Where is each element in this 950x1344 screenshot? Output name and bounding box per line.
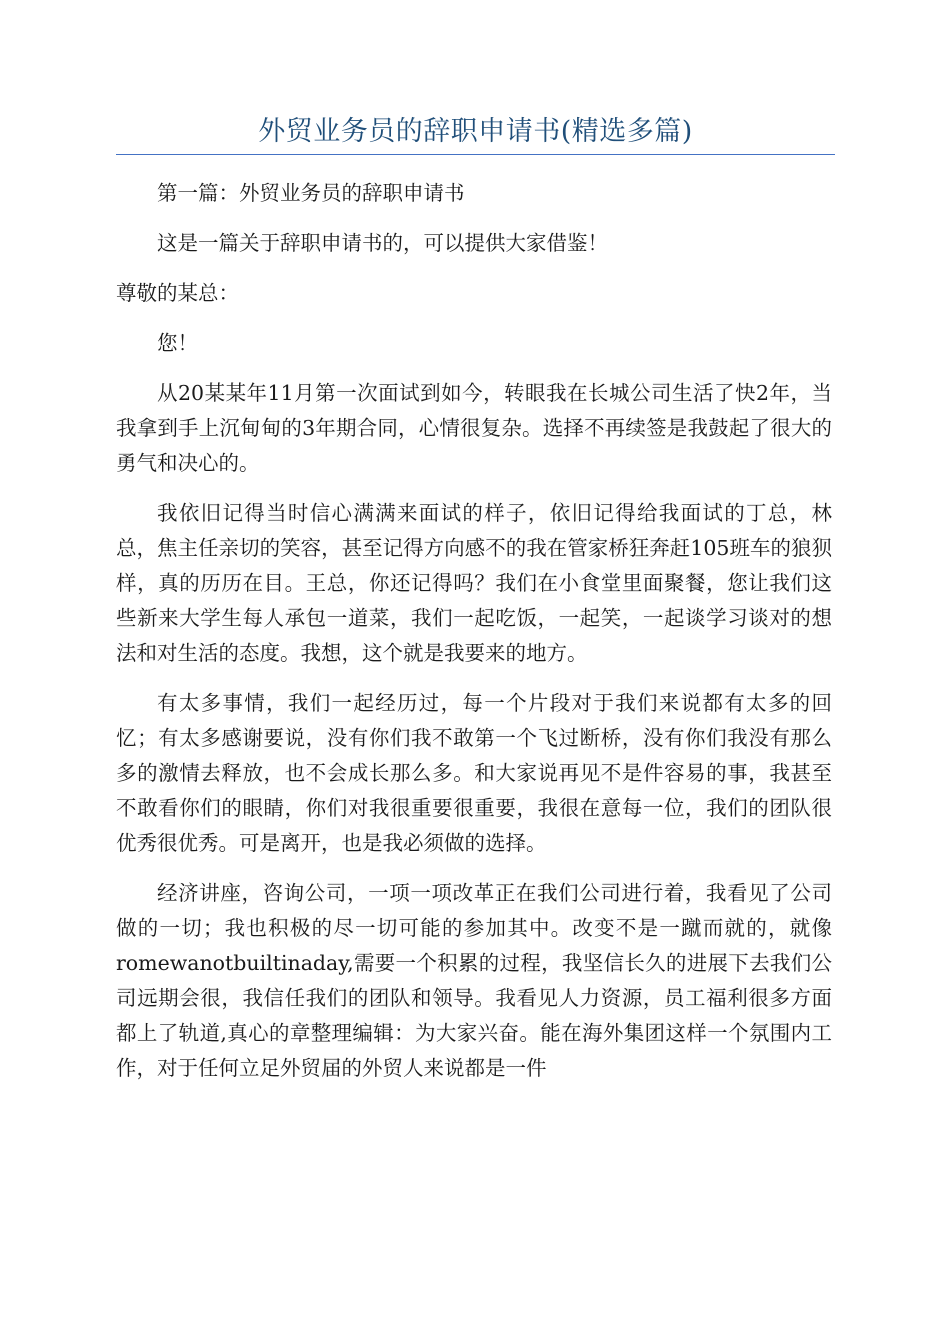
document-title: 外贸业务员的辞职申请书(精选多篇) <box>258 116 693 147</box>
intro-paragraph: 这是一篇关于辞职申请书的，可以提供大家借鉴！ <box>157 231 608 255</box>
title-underline <box>116 154 835 155</box>
body-paragraph: 我依旧记得当时信心满满来面试的样子，依旧记得给我面试的丁总，林总，焦主任亲切的笑容，甚至记得方向感不的我在管家桥狂奔赶105班车的狼狈样，真的历历在目。王总，你还记得吗？我们在小食堂里面聚餐，您让我们这些新来大学生每人承包一道菜，我们一起吃饭，一起笑，一起谈学习谈对的想法和对生活的态度。我想，这个就是我要来的地方。 <box>116 501 832 665</box>
body-paragraph: 有太多事情，我们一起经历过，每一个片段对于我们来说都有太多的回忆；有太多感谢要说，没有你们我不敢第一个飞过断桥，没有你们我没有那么多的激情去释放，也不会成长那么多。和大家说再见不是件容易的事，我甚至不敢看你们的眼睛，你们对我很重要很重要，我很在意每一位，我们的团队很优秀很优秀。可是离开，也是我必须做的选择。 <box>116 691 832 855</box>
body-paragraph: 经济讲座，咨询公司，一项一项改革正在我们公司进行着，我看见了公司做的一切；我也积极的尽一切可能的参加其中。改变不是一蹴而就的，就像romewanotbuiltinaday,需要一个积累的过程，我坚信长久的进展下去我们公司远期会很，我信任我们的团队和领导。我看见人力资源，员工福利很多方面都上了轨道,真心的章整理编辑：为大家兴奋。能在海外集团这样一个氛围内工作，对于任何立足外贸届的外贸人来说都是一件 <box>116 881 832 1080</box>
document-body <box>116 176 832 1086</box>
greeting: 您！ <box>157 331 198 355</box>
section-heading: 第一篇：外贸业务员的辞职申请书 <box>157 181 465 205</box>
salutation: 尊敬的某总： <box>116 281 239 305</box>
body-paragraph: 从20某某年11月第一次面试到如今，转眼我在长城公司生活了快2年，当我拿到手上沉甸甸的3年期合同，心情很复杂。选择不再续签是我鼓起了很大的勇气和决心的。 <box>116 381 832 475</box>
